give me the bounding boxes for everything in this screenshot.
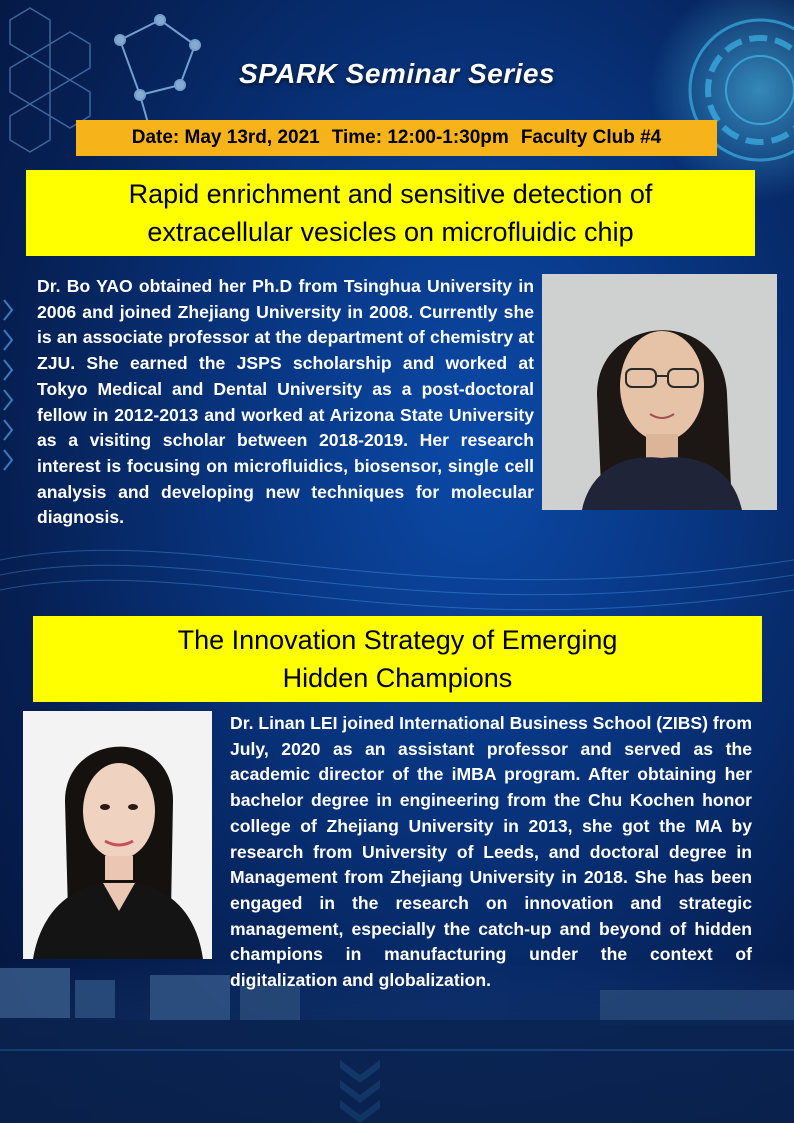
event-location: Faculty Club #4 [520, 127, 662, 148]
talk-title-1-line1: Rapid enrichment and sensitive detection of [128, 179, 653, 209]
speaker-photo-2 [23, 711, 212, 959]
event-info-bar [76, 120, 717, 156]
speaker-bio-1: Dr. Bo YAO obtained her Ph.D from Tsinghua University in 2006 and joined Zhejiang University in 2008. Currently she is an associate professor at the department of chemistry at ZJU. She earned the JSPS scholarship and worked at Tokyo Medical and Dental University as a post-doctoral fellow in 2012-2013 and worked at Arizona State University as a visiting scholar between 2018-2019. Her research interest is focusing on microfluidics, biosensor, single cell analysis and developing new techniques for molecular diagnosis. [37, 276, 534, 528]
talk-title-2-line1: The Innovation Strategy of Emerging [177, 625, 618, 655]
event-date: Date: May 13rd, 2021 [131, 127, 320, 148]
talk-title-2-line2: Hidden Champions [282, 663, 513, 693]
talk-title-2 [33, 616, 762, 702]
chevron-decoration [4, 300, 12, 470]
wave-decoration [0, 550, 794, 609]
talk-title-1 [26, 170, 755, 256]
talk-title-1-line2: extracellular vesicles on microfluidic chip [147, 217, 634, 247]
event-time: Time: 12:00-1:30pm [331, 127, 509, 148]
page-title: SPARK Seminar Series [238, 58, 556, 89]
speaker-bio-2: Dr. Linan LEI joined International Business School (ZIBS) from July, 2020 as an assistant professor and served as the academic director of the iMBA program. After obtaining her bachelor degree in engineering from the Chu Kochen honor college of Zhejiang University in 2013, she got the MA by research from University of Leeds, and doctoral degree in Management from Zhejiang University in 2018. She has been engaged in the research on innovation and strategic management, especially the catch-up and beyond of hidden champions in manufacturing under the context of digitalization and globalization. [230, 713, 752, 991]
speaker-photo-1 [542, 274, 777, 510]
